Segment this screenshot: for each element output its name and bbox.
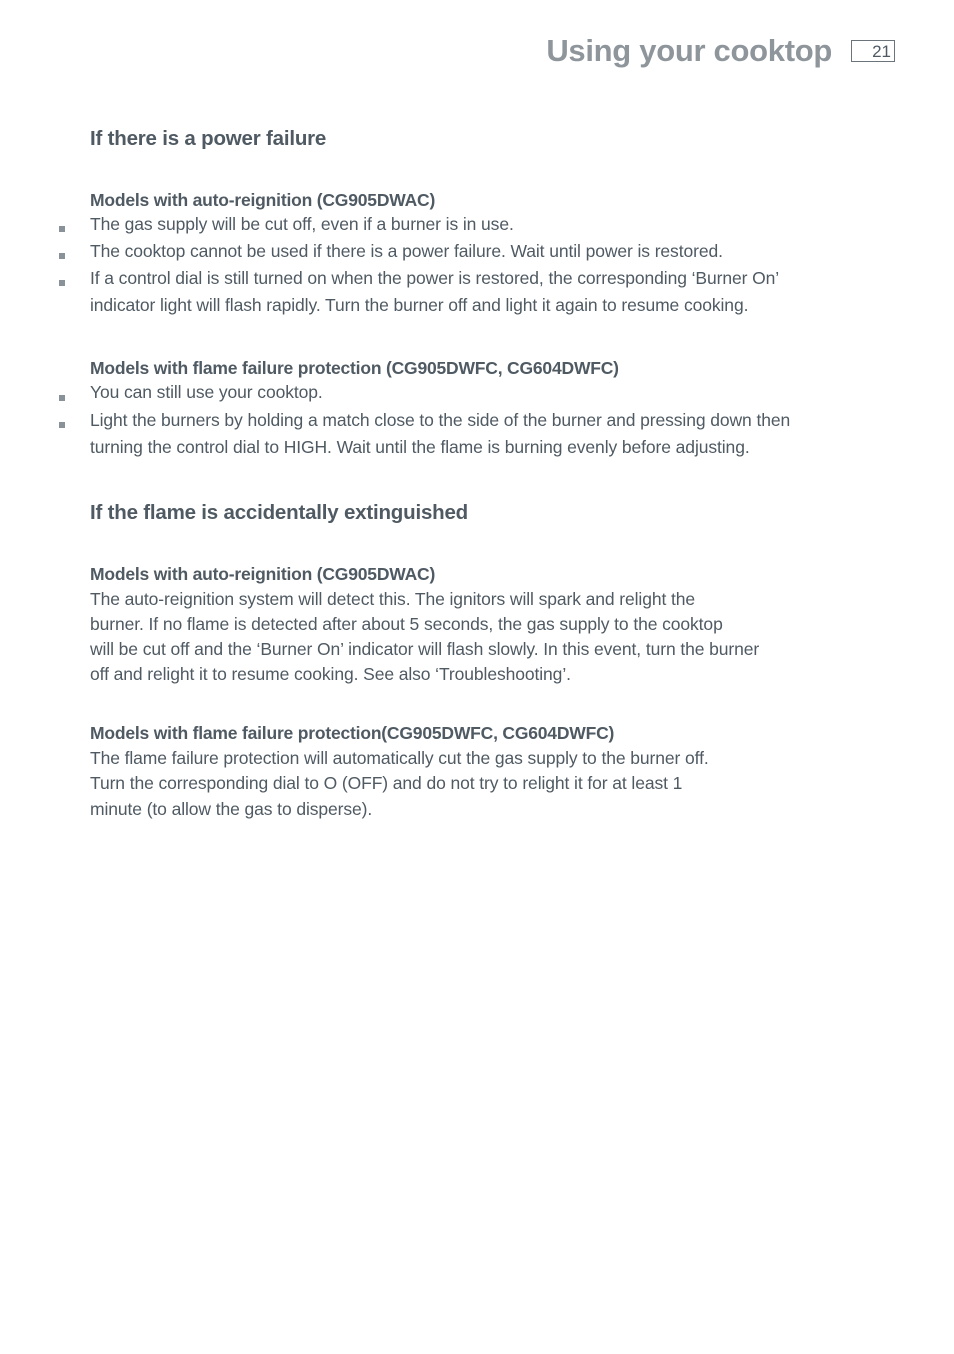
- list-item: The gas supply will be cut off, even if a burner is in use.: [90, 214, 514, 234]
- paragraph-line: burner. If no flame is detected after about 5 seconds, the gas supply to the cooktop: [90, 614, 723, 634]
- paragraph-line: The auto-reignition system will detect this. The ignitors will spark and relight the: [90, 589, 696, 609]
- subheading-flame-failure: Models with flame failure protection (CG905DWFC, CG604DWFC): [90, 358, 619, 378]
- bullet-marker: [59, 280, 65, 286]
- bullet-marker: [59, 253, 65, 259]
- subheading-flame-failure-2: Models with flame failure protection(CG905DWFC, CG604DWFC): [90, 723, 615, 743]
- list-item: If a control dial is still turned on when the power is restored, the corresponding ‘Burner On’: [90, 268, 780, 288]
- page-number: 21: [851, 40, 895, 62]
- section-heading-power-failure: If there is a power failure: [90, 127, 327, 150]
- list-item: The cooktop cannot be used if there is a power failure. Wait until power is restored.: [90, 241, 723, 261]
- subheading-auto-reignition-2: Models with auto-reignition (CG905DWAC): [90, 564, 436, 584]
- list-item-continuation: turning the control dial to HIGH. Wait until the flame is burning evenly before adjusting.: [90, 437, 750, 457]
- bullet-marker: [59, 395, 65, 401]
- subheading-auto-reignition: Models with auto-reignition (CG905DWAC): [90, 190, 436, 210]
- paragraph-line: The flame failure protection will automatically cut the gas supply to the burner off.: [90, 748, 709, 768]
- paragraph-line: off and relight it to resume cooking. See also ‘Troubleshooting’.: [90, 664, 571, 684]
- bullet-marker: [59, 422, 65, 428]
- section-heading-flame-extinguished: If the flame is accidentally extinguished: [90, 501, 468, 524]
- list-item: Light the burners by holding a match close to the side of the burner and pressing down then: [90, 410, 791, 430]
- page-title: Using your cooktop: [546, 33, 832, 68]
- paragraph-line: will be cut off and the ‘Burner On’ indicator will flash slowly. In this event, turn the burner: [90, 639, 760, 659]
- paragraph-line: minute (to allow the gas to disperse).: [90, 799, 373, 819]
- list-item: You can still use your cooktop.: [90, 382, 323, 402]
- bullet-marker: [59, 226, 65, 232]
- paragraph-line: Turn the corresponding dial to O (OFF) and do not try to relight it for at least 1: [90, 773, 683, 793]
- list-item-continuation: indicator light will flash rapidly. Turn the burner off and light it again to resume cooking.: [90, 295, 749, 315]
